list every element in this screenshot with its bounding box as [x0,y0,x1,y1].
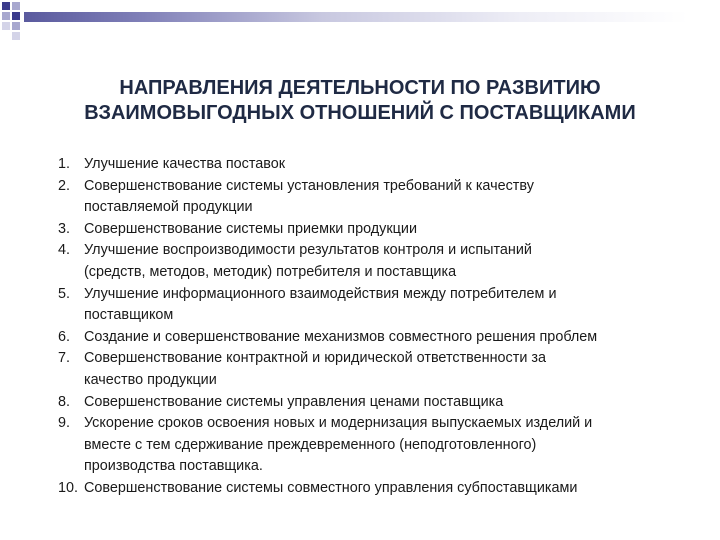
list-item-text: Улучшение информационного взаимодействия между потребителем и [84,285,557,302]
directions-list [58,154,698,500]
corner-square-5 [2,22,10,30]
list-item-number: 10. [58,479,79,496]
slide-title-line-2: ВЗАИМОВЫГОДНЫХ ОТНОШЕНИЙ С ПОСТАВЩИКАМИ [84,102,636,124]
list-item-number: 5. [58,285,71,302]
corner-square-2 [12,2,20,10]
list-item-text: Улучшение воспроизводимости результатов контроля и испытаний [84,242,532,259]
corner-square-6 [12,22,20,30]
list-item-number: 1. [58,156,71,172]
list-item [58,478,698,500]
corner-square-1 [2,2,10,10]
list-item [58,392,698,414]
list-item-text: поставляемой продукции [84,199,253,216]
list-item-text: Совершенствование системы совместного управления субпоставщиками [84,479,578,496]
list-item-text: Совершенствование контрактной и юридической ответственности за [84,350,546,367]
list-item-number: 3. [58,220,71,237]
list-item-number: 8. [58,393,71,410]
list-item-text: вместе с тем сдерживание преждевременного (неподготовленного) [84,436,537,453]
list-item-text: Ускорение сроков освоения новых и модернизация выпускаемых изделий и [84,415,593,432]
list-item-text: поставщиком [84,307,174,324]
list-item-text: Совершенствование системы управления ценами поставщика [84,393,504,410]
list-item [58,327,698,349]
list-item [58,176,698,219]
corner-square-3 [2,12,10,20]
list-item-number: 6. [58,328,71,345]
list-item-number: 4. [58,242,71,259]
list-item-text: производства поставщика. [84,458,263,475]
list-item-text: качество продукции [84,371,217,388]
corner-square-7 [12,32,20,40]
list-item-text: Совершенствование системы установления требований к качеству [84,177,534,194]
list-item-text: (средств, методов, методик) потребителя и поставщика [84,263,457,280]
slide-title-line-1: НАПРАВЛЕНИЯ ДЕЯТЕЛЬНОСТИ ПО РАЗВИТИЮ [119,77,601,99]
corner-square-4 [12,12,20,20]
list-item [58,413,698,478]
top-gradient-bar [24,12,688,22]
list-item-text: Совершенствование системы приемки продукции [84,220,417,237]
list-item [58,348,698,391]
list-item [58,154,698,176]
list-item [58,219,698,241]
list-item [58,240,698,283]
list-item [58,284,698,327]
list-item-number: 2. [58,177,71,194]
list-item-number: 9. [58,415,71,432]
list-item-text: Улучшение качества поставок [84,156,286,172]
list-item-text: Создание и совершенствование механизмов совместного решения проблем [84,328,598,345]
list-item-number: 7. [58,350,71,367]
slide-title [0,76,720,126]
